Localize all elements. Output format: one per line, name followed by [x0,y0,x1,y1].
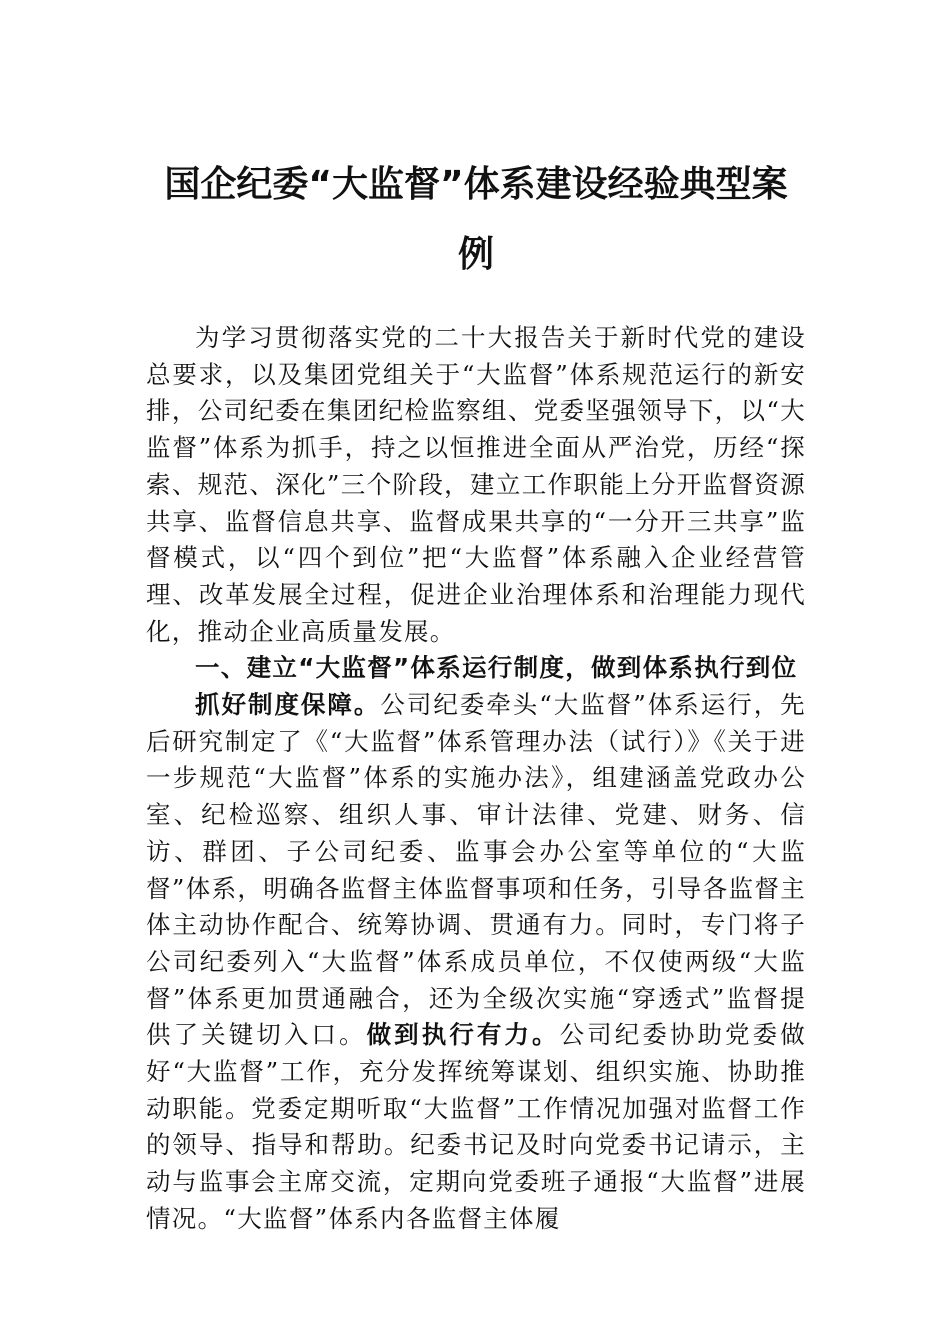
section-1-paragraph [146,687,806,1238]
lead-institutional-guarantee: 抓好制度保障。 [195,690,381,720]
lead-effective-execution: 做到执行有力。 [366,1020,560,1050]
section-1-heading: 一、建立“大监督”体系运行制度，做到体系执行到位 [195,653,798,683]
body-text-2: 公司纪委协助党委做好“大监督”工作，充分发挥统筹谋划、组织实施、协助推动职能。党委定期听取“大监督”工作情况加强对监督工作的领导、指导和帮助。纪委书记及时向党委书记请示，主动与监事会主席交流，定期向党委班子通报“大监督”进展情况。“大监督”体系内各监督主体履 [146,1020,806,1233]
document-page [146,150,806,1238]
title-line-2: 例 [457,234,494,275]
document-title [146,150,806,290]
title-line-1: 国企纪委“大监督”体系建设经验典型案 [164,164,788,205]
body-text-1: 公司纪委牵头“大监督”体系运行，先后研究制定了《“大监督”体系管理办法（试行）》《关于进一步规范“大监督”体系的实施办法》，组建涵盖党政办公室、纪检巡察、组织人事、审计法律、党建、财务、信访、群团、子公司纪委、监事会办公室等单位的“大监督”体系，明确各监督主体监督事项和任务，引导各监督主体主动协作配合、统筹协调、贯通有力。同时，专门将子公司纪委列入“大监督”体系成员单位，不仅使两级“大监督”体系更加贯通融合，还为全级次实施“穿透式”监督提供了关键切入口。 [146,690,806,1050]
intro-paragraph: 为学习贯彻落实党的二十大报告关于新时代党的建设总要求，以及集团党组关于“大监督”体系规范运行的新安排，公司纪委在集团纪检监察组、党委坚强领导下，以“大监督”体系为抓手，持之以恒推进全面从严治党，历经“探索、规范、深化”三个阶段，建立工作职能上分开监督资源共享、监督信息共享、监督成果共享的“一分开三共享”监督模式，以“四个到位”把“大监督”体系融入企业经营管理、改革发展全过程，促进企业治理体系和治理能力现代化，推动企业高质量发展。 [146,323,806,646]
